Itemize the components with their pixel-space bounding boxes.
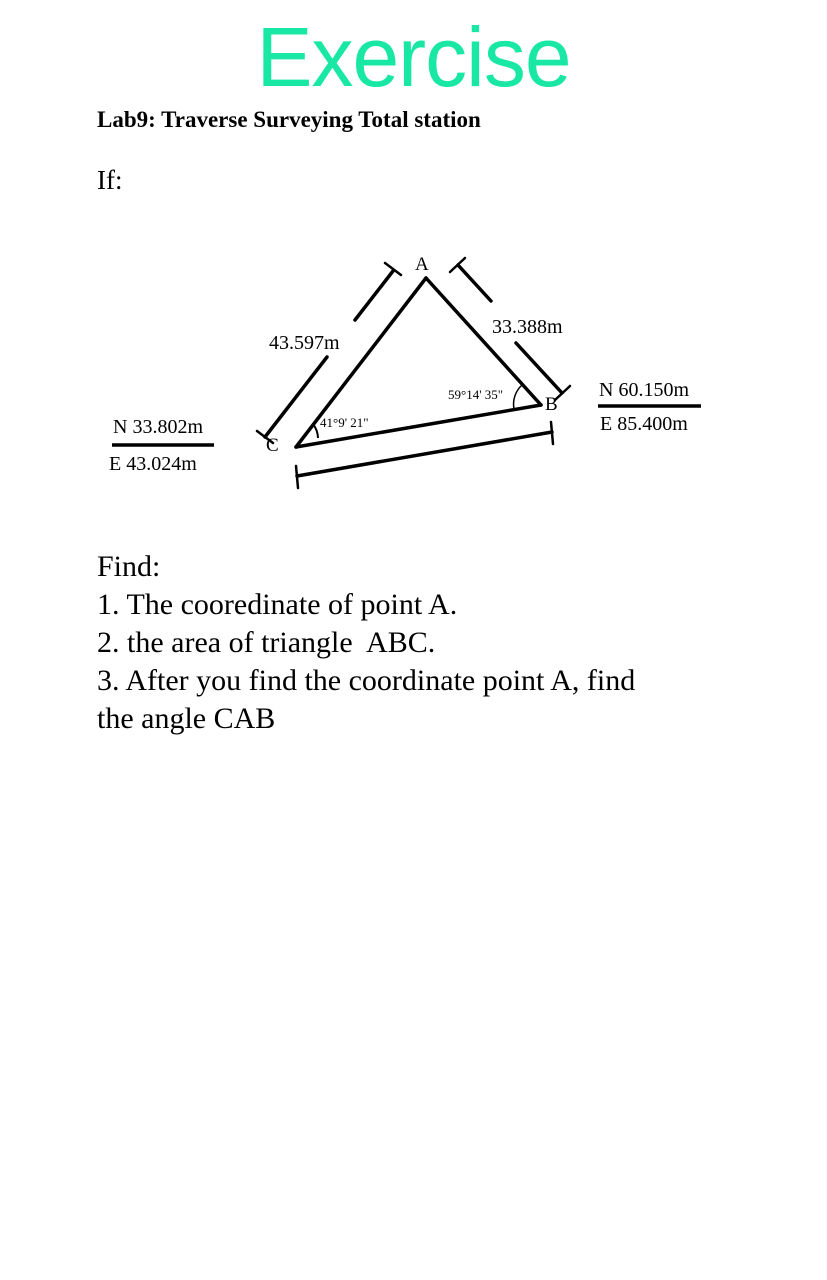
coord-c-north: N 33.802m [113, 416, 203, 438]
coord-b-north: N 60.150m [599, 379, 689, 401]
dimension-line-cb [296, 422, 553, 488]
angle-label-c: 41°9' 21" [320, 415, 369, 430]
vertex-label-c: C [266, 435, 279, 456]
given-label: If: [97, 165, 123, 195]
lab-subtitle: Lab9: Traverse Surveying Total station [97, 107, 481, 132]
coord-c-east: E 43.024m [109, 453, 197, 475]
coordinates-c [109, 416, 214, 475]
find-section [97, 548, 737, 738]
find-item-1: 1. The cooredinate of point A. [97, 588, 458, 621]
find-item-2: 2. the area of triangle ABC. [97, 626, 436, 659]
angle-arc-c [313, 424, 318, 438]
find-item-3-line-2: the angle CAB [97, 702, 276, 735]
find-item-3-line-1: 3. After you find the coordinate point A, find [97, 664, 636, 697]
length-label-ab: 33.388m [492, 316, 563, 338]
traverse-triangle-diagram [0, 0, 827, 560]
page-title: Exercise [256, 10, 571, 104]
find-label: Find: [97, 550, 161, 583]
coordinates-b [598, 379, 701, 435]
vertex-label-a: A [415, 254, 429, 275]
angle-label-b: 59°14' 35" [448, 387, 504, 402]
angle-arc-b [514, 385, 522, 409]
vertex-label-b: B [545, 394, 558, 415]
coord-b-east: E 85.400m [600, 413, 688, 435]
length-label-ac: 43.597m [269, 332, 340, 354]
side-ab [426, 278, 541, 405]
